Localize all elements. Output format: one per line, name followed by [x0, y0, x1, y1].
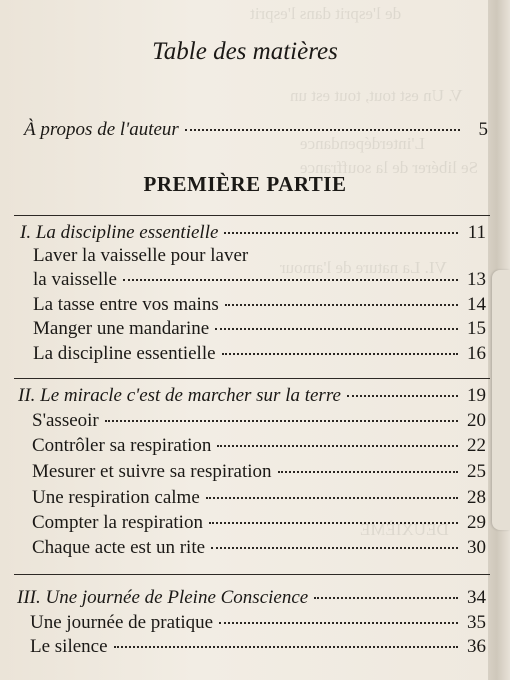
bleed-through-text: V. Un est tout, tout est un	[290, 86, 463, 105]
chapter-divider	[14, 574, 490, 575]
dot-leader	[224, 232, 458, 234]
dot-leader	[219, 622, 458, 624]
toc-section-label: Manger une mandarine	[33, 318, 210, 339]
dot-leader	[222, 353, 458, 355]
chapter-divider	[14, 215, 490, 216]
toc-section[interactable]	[32, 512, 486, 534]
dot-leader	[123, 279, 458, 281]
toc-entry-label: À propos de l'auteur	[24, 119, 179, 140]
toc-section-label: Une respiration calme	[32, 487, 200, 508]
toc-section-label: S'asseoir	[32, 410, 99, 431]
bleed-through-text: DEUXIÈME	[360, 520, 449, 539]
toc-page-number: 29	[467, 512, 486, 533]
bleed-through-text: de l'esprit dans l'esprit	[250, 4, 402, 23]
toc-section[interactable]	[32, 461, 486, 483]
toc-page-number: 16	[467, 343, 486, 364]
toc-chapter-3[interactable]	[17, 587, 486, 609]
toc-page-number: 13	[467, 269, 486, 290]
bleed-through-text: VI. La nature de l'amour	[280, 258, 447, 277]
toc-chapter-1[interactable]	[20, 222, 486, 244]
toc-page-number: 30	[467, 537, 486, 558]
toc-section[interactable]	[33, 294, 486, 316]
page-title: Table des matières	[152, 38, 338, 65]
toc-section[interactable]	[32, 487, 486, 509]
dot-leader	[278, 471, 458, 473]
toc-chapter-label: III. Une journée de Pleine Conscience	[17, 587, 309, 608]
toc-section-label: Chaque acte est un rite	[32, 537, 206, 558]
dot-leader	[206, 497, 458, 499]
dot-leader	[225, 304, 458, 306]
dot-leader	[209, 522, 458, 524]
toc-section[interactable]	[30, 612, 486, 634]
dot-leader	[347, 395, 458, 397]
chapter-divider	[14, 378, 490, 379]
dot-leader	[211, 547, 458, 549]
toc-page-number: 34	[467, 587, 486, 608]
page-tab	[492, 270, 510, 530]
toc-page-number: 35	[467, 612, 486, 633]
toc-section-label: Contrôler sa respiration	[32, 435, 212, 456]
part-heading: PREMIÈRE PARTIE	[143, 172, 347, 196]
toc-section[interactable]	[32, 435, 486, 457]
toc-section[interactable]	[33, 343, 486, 365]
toc-section-label: La discipline essentielle	[33, 343, 216, 364]
toc-page-number: 28	[467, 487, 486, 508]
toc-section[interactable]	[32, 410, 486, 432]
toc-section[interactable]	[33, 269, 486, 291]
toc-page-number: 20	[467, 410, 486, 431]
toc-page-number: 15	[467, 318, 486, 339]
book-spine-edge	[488, 0, 510, 680]
toc-chapter-label: II. Le miracle c'est de marcher sur la terre	[18, 385, 341, 406]
toc-section-label: Le silence	[30, 636, 108, 657]
toc-entry-about-author[interactable]	[24, 119, 488, 141]
dot-leader	[314, 597, 458, 599]
dot-leader	[185, 129, 460, 131]
toc-section[interactable]	[30, 636, 486, 658]
toc-page-number: 11	[467, 222, 486, 243]
toc-page-number: 22	[467, 435, 486, 456]
toc-section-label: Mesurer et suivre sa respiration	[32, 461, 272, 482]
bleed-through-text: L'interdépendance	[300, 134, 425, 153]
dot-leader	[217, 445, 458, 447]
dot-leader	[105, 420, 458, 422]
toc-section[interactable]	[32, 537, 486, 559]
toc-section[interactable]	[33, 318, 486, 340]
toc-section-label: la vaisselle	[33, 269, 117, 290]
dot-leader	[114, 646, 458, 648]
toc-page-number: 36	[467, 636, 486, 657]
dot-leader	[215, 328, 458, 330]
toc-chapter-2[interactable]	[18, 385, 486, 407]
toc-page-number: 14	[467, 294, 486, 315]
bleed-through-text: Se libérer de la souffrance	[300, 158, 479, 177]
toc-page-number: 19	[467, 385, 486, 406]
toc-section-label: Une journée de pratique	[30, 612, 214, 633]
toc-section-label: La tasse entre vos mains	[33, 294, 219, 315]
toc-section-label: Compter la respiration	[32, 512, 203, 533]
toc-chapter-label: I. La discipline essentielle	[20, 222, 219, 243]
toc-section-label-line1[interactable]: Laver la vaisselle pour laver	[33, 245, 249, 266]
toc-page-number: 5	[478, 119, 488, 140]
toc-page-number: 25	[467, 461, 486, 482]
